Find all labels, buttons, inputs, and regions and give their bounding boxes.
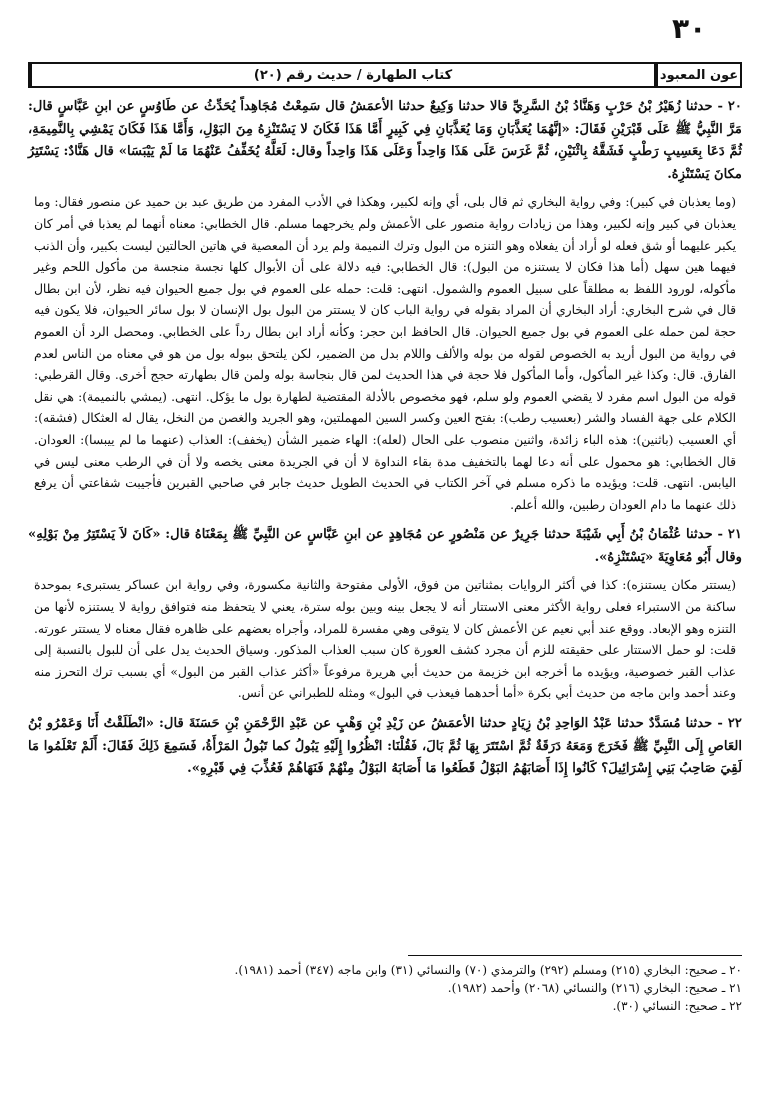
footnote: ٢٠ ـ صحيح: البخاري (٢١٥) ومسلم (٢٩٢) والترمذي (٧٠) والنسائي (٣١) وابن ماجه (٣٤٧) أحمد (١٩٨١). — [234, 963, 742, 977]
footnote: ٢٢ ـ صحيح: النسائي (٣٠). — [612, 999, 742, 1013]
hadith-text: ٢٠ - حدثنا زُهَيْرُ بْنُ حَرْبٍ وَهَنَّادُ بْنُ السَّرِيِّ قالا حدثنا وَكِيعٌ حدثنا الأعمَشُ قال سَمِعْتُ مُجَاهِداً يُحَدِّثُ عن طَاوُسٍ عن ابنِ عَبَّاسٍ قال: مَرَّ النَّبِيُّ ﷺ عَلَى قَبْرَيْنِ فَقَالَ: «إنَّهُمَا يُعَذَّبَانِ وَمَا يُعَذَّبَانِ فِي كَبِيرٍ أَمَّا هَذَا فَكَانَ لا يَسْتَنْزِهُ مِنَ البَوْلِ، وَأَمَّا هَذَا فَكَانَ يَمْشِي بِالنَّمِيمَةِ، ثُمَّ دَعَا بِعَسِيبٍ رَطْبٍ فَشَقَّهُ بِاثْنَيْنِ، ثُمَّ غَرَسَ عَلَى هَذَا وَاحِداً وَعَلَى هَذَا وَاحِداً وقال: لَعَلَّهُ يُخَفِّفُ عَنْهُمَا مَا لَمْ يَيْبَسَا» قال هَنَّادٌ: يَسْتَتِرُ مكانَ يَسْتَنْزِهُ. — [28, 99, 742, 182]
commentary: (وما يعذبان في كبير): وفي رواية البخاري ثم قال بلى، أي وإنه لكبير، وهكذا في الأدب المفرد من طريق عبد بن حميد عن منصور فقال: وما يعذبان في كبير وإنه لكبير، وهذا من زيادات رواية منصور على الأعمش ولم يخرجهما مسلم. قال الخطابي: معناه أنهما لم يعذبا في أمر كان يكبر عليهما أو شق فعله لو أراد أن يفعلاه وهو التنزه من البول وترك النميمة ولم يرد أن المعصية في هاتين الحالتين ليست بكبير، وأن الذنب فيهما هين سهل (أما هذا فكان لا يستنزه من البول): قال الخطابي: فيه دلالة على أن الأبوال كلها نجسة منجسة من مأكول اللحم وغير مأكوله، لورود اللفظ به مطلقاً على سبيل العموم والشمول. انتهى: قلت: حمله على العموم في بول جميع الحيوان فيه نظر، لأن ابن بطال قال في شرح البخاري: أراد البخاري أن المراد بقوله في رواية الباب كان لا يستتر من البول بول الإنسان لا بول سائر الحيوان، فلا يكون فيه حجة لمن حمله على العموم في بول جميع الحيوان. قال الحافظ ابن حجر: وكأنه أراد ابن بطال رداً على الخطابي. ومحصل الرد أن العموم في رواية من البول أريد به الخصوص لقوله من بوله والألف واللام بدل من الضمير، لكن يلتحق ببوله بول من هو في معناه من الناس لعدم الفارق. قال: وكذا غير المأكول، وأما المأكول فلا حجة في هذا الحديث لمن قال بنجاسة بوله ولمن قال بطهارته حجج أخرى. وقال القرطبي: قوله من البول اسم مفرد لا يقضي العموم ولو سلم، فهو مخصوص بالأدلة المقتضية لطهارة بول ما يؤكل. انتهى. (يمشي بالنميمة): هي نقل الكلام على جهة الفساد والشر (بعسيب رطب): بفتح العين وكسر السين المهملتين، وهو الجريد والغصن من النخل، يقال له العثكال (فشقه): أي العسيب (باثنين): هذه الباء زائدة، واثنين منصوب على الحال (لعله): الهاء ضمير الشأن (يخفف): العذاب (عنهما ما لم ييبسا): العودان. قال الخطابي: هو محمول على أنه دعا لهما بالتخفيف مدة بقاء النداوة لا أن في الجريدة معنى يخصه ولا أن في الرطب معنى ليس في اليابس. انتهى. قلت: ويؤيده ما ذكره مسلم في آخر الكتاب في الحديث الطويل حديث جابر في صاحبي القبرين فأجيبت شفاعتي أن يرفع ذلك عنهما ما دام العودان رطبين، والله أعلم. — [34, 195, 736, 512]
footnote: ٢١ ـ صحيح: البخاري (٢١٦) والنسائي (٢٠٦٨) وأحمد (١٩٨٢). — [447, 981, 742, 995]
book-title: عون المعبود — [656, 64, 740, 86]
header-left-blank — [30, 64, 192, 86]
chapter-title: كتاب الطهارة / حديث رقم (٢٠) — [253, 67, 453, 83]
footnote-divider — [408, 955, 742, 956]
running-header — [28, 62, 742, 88]
page-body — [28, 96, 742, 787]
page-number: ٣٠ — [672, 12, 707, 45]
commentary: (يستتر مكان يستنزه): كذا في أكثر الروايات بمثناتين من فوق، الأولى مفتوحة والثانية مكسورة، وفي رواية ابن عساكر يستبرىء بموحدة ساكنة من الاستبراء فعلى رواية الأكثر معنى الاستتار أنه لا يجعل بينه وبين بوله سترة، يعني لا يتحفظ منه فتوافق رواية لا يستنزه لأنها من التنزه وهو الإبعاد. ووقع عند أبي نعيم عن الأعمش كان لا يتوقى وهي مفسرة للمراد، وأجراه بعضهم على ظاهره فقال معناه لا يستتر عورته. قلت: لو حمل الاستتار على حقيقته للزم أن مجرد كشف العورة كان سبب العذاب المذكور. وسياق الحديث يدل على أن للبول بالنسبة إلى عذاب القبر خصوصية، ويؤيده ما أخرجه ابن خزيمة من حديث أبي هريرة مرفوعاً «أكثر عذاب القبر من البول» أي بسبب ترك التحرز منه وعند أحمد وابن ماجه من حديث أبي بكرة «أما أحدهما فيعذب في البول» ومثله للطبراني عن أنس. — [34, 578, 736, 701]
footnotes — [28, 961, 742, 1015]
header-right-blank — [514, 64, 656, 86]
hadith-text: ٢٢ - حدثنا مُسَدَّدٌ حدثنا عَبْدُ الوَاحِدِ بْنُ زِيَادٍ حدثنا الأعمَشُ عن زَيْدِ بْنِ وَهْبٍ عن عَبْدِ الرَّحْمَنِ بْنِ حَسَنَةَ قال: «انْطَلَقْتُ أَنَا وَعَمْرُو بْنُ العَاصِ إِلَى النَّبِيِّ ﷺ فَخَرَجَ وَمَعَهُ دَرَقَةٌ ثُمَّ اسْتَتَرَ بِهَا ثُمَّ بَالَ، فَقُلْنَا: انْظُرُوا إِلَيْهِ يَبُولُ كما تَبُولُ المَرْأَةُ، فَسَمِعَ ذَلِكَ فَقَالَ: أَلَمْ تَعْلَمُوا مَا لَقِيَ صَاحِبُ بَنِي إِسْرَائِيلَ؟ كَانُوا إِذَا أَصَابَهُمُ البَوْلُ قَطَعُوا مَا أَصَابَهُ البَوْلُ مِنْهُمْ فَنَهَاهُمْ فَعُذِّبَ فِي قَبْرِهِ». — [28, 716, 742, 777]
hadith-text: ٢١ - حدثنا عُثْمَانُ بْنُ أَبِي شَيْبَةَ حدثنا جَرِيرٌ عن مَنْصُورٍ عن مُجَاهِدٍ عن ابنِ عَبَّاسٍ عن النَّبِيِّ ﷺ بِمَعْنَاهُ قال: «كَانَ لاَ يَسْتَتِرُ مِنْ بَوْلِهِ» وقال أَبُو مُعَاوِيَةَ «يَسْتَنْزِهُ». — [28, 527, 742, 565]
